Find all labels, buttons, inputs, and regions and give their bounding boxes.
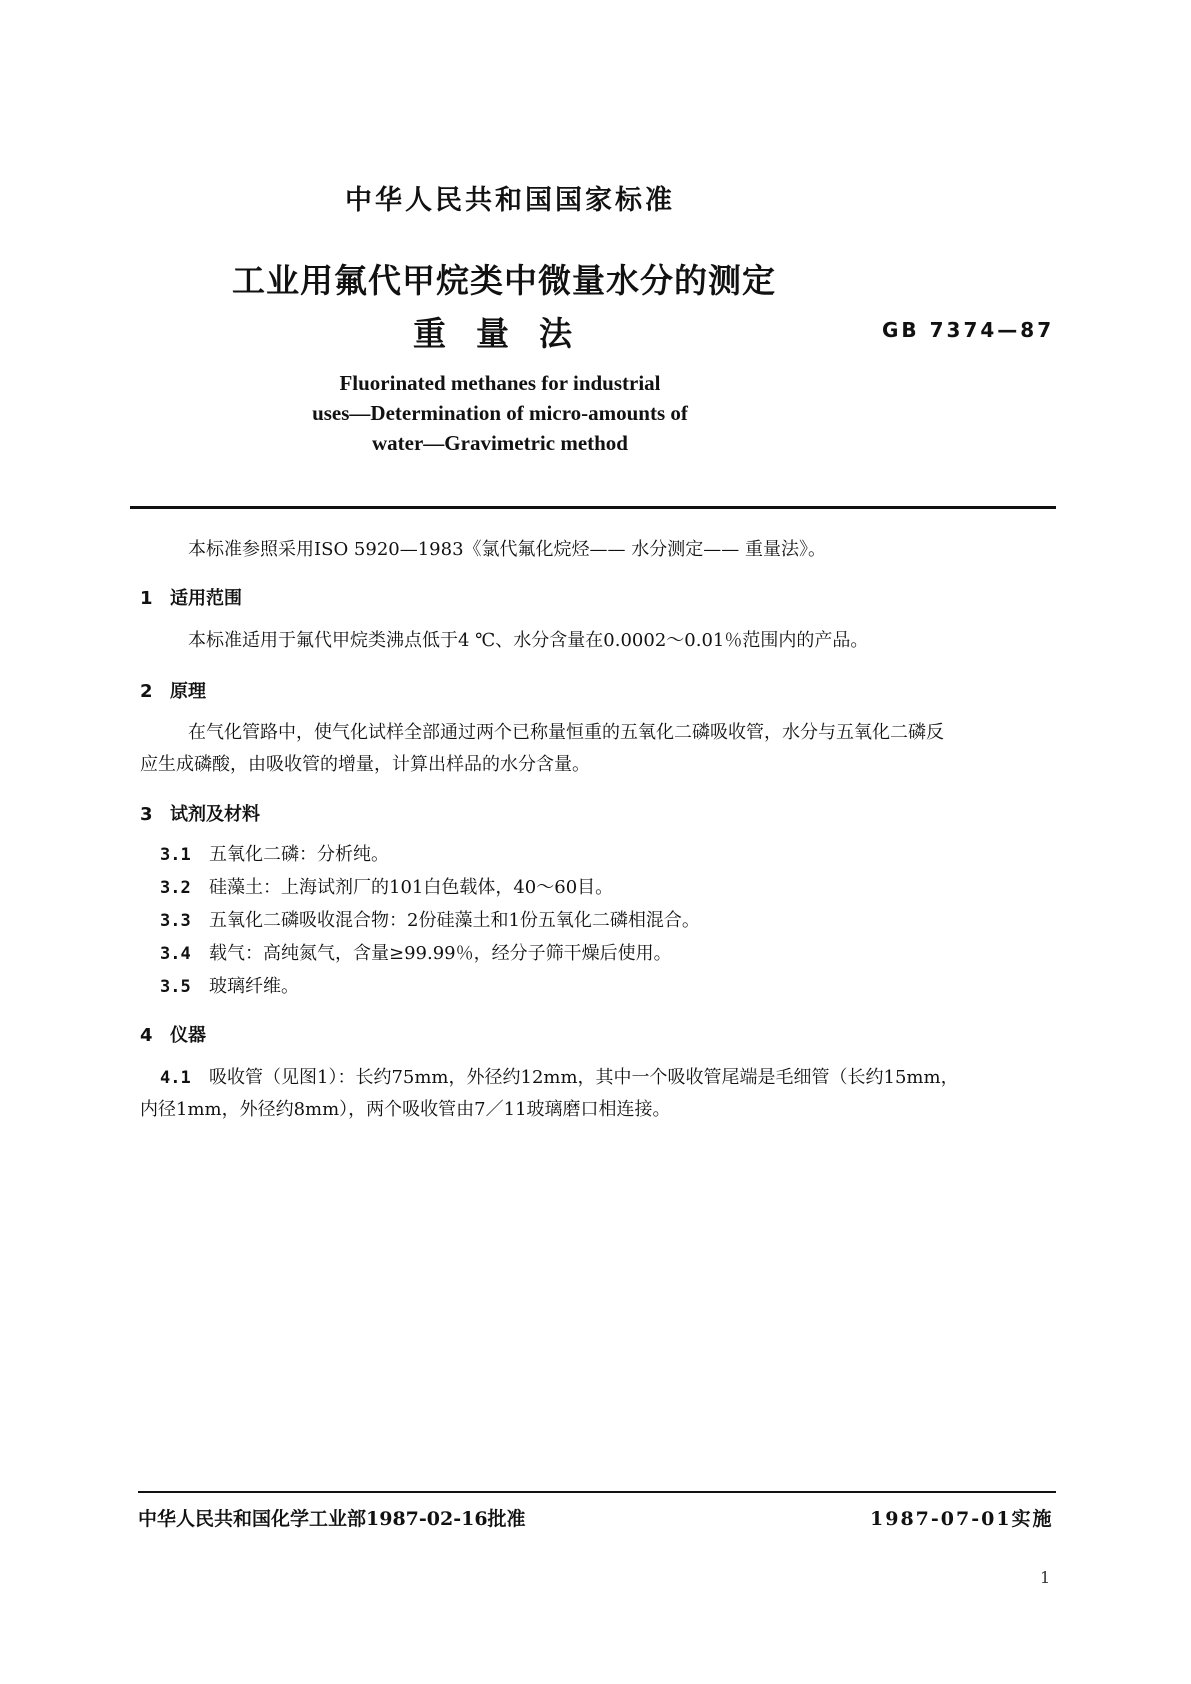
english-title: [250, 368, 750, 458]
item-number: 4.1: [160, 1068, 191, 1088]
section-2-text-line: 应生成磷酸，由吸收管的增量，计算出样品的水分含量。: [140, 754, 590, 775]
intro-paragraph: 本标准参照采用ISO 5920—1983《氯代氟化烷烃—— 水分测定—— 重量法》。: [188, 539, 826, 560]
item-number: 3.1: [160, 845, 191, 865]
section-number: 3: [140, 804, 153, 825]
item-text: 吸收管（见图1）：长约75mm，外径约12mm，其中一个吸收管尾端是毛细管（长约15mm，: [209, 1067, 959, 1088]
section-title: 原理: [170, 681, 206, 702]
english-title-line: uses—Determination of micro-amounts of: [312, 401, 688, 425]
item-text: 五氧化二磷：分析纯。: [209, 844, 389, 865]
footer-divider: [138, 1491, 1056, 1493]
item-number: 3.5: [160, 977, 191, 997]
header-divider: [130, 506, 1056, 509]
section-1-heading: [140, 584, 242, 610]
item-text: 玻璃纤维。: [209, 976, 299, 997]
english-title-line: water—Gravimetric method: [372, 431, 628, 455]
document-title: 工业用氟代甲烷类中微量水分的测定: [232, 261, 776, 300]
section-3-heading: [140, 800, 260, 826]
document-subtitle: 重量法: [413, 314, 602, 353]
list-item: [160, 972, 299, 998]
section-4-heading: [140, 1021, 206, 1047]
item-number: 3.4: [160, 944, 191, 964]
section-2-text-line: 在气化管路中，使气化试样全部通过两个已称量恒重的五氧化二磷吸收管，水分与五氧化二磷反: [188, 722, 944, 743]
english-title-line: Fluorinated methanes for industrial: [339, 371, 661, 395]
page-number: 1: [1040, 1568, 1051, 1587]
item-text: 五氧化二磷吸收混合物：2份硅藻土和1份五氧化二磷相混合。: [209, 910, 700, 931]
section-title: 适用范围: [170, 588, 242, 609]
section-2-heading: [140, 677, 206, 703]
approval-line: 中华人民共和国化学工业部1987-02-16批准: [138, 1508, 526, 1530]
list-item: [160, 840, 389, 866]
item-number: 3.2: [160, 878, 191, 898]
national-standard-label: 中华人民共和国国家标准: [345, 185, 675, 216]
item-text: 硅藻土：上海试剂厂的101白色载体，40～60目。: [209, 877, 614, 898]
list-item: [160, 906, 700, 932]
section-1-text: 本标准适用于氟代甲烷类沸点低于4 ℃、水分含量在0.0002～0.01％范围内的产品。: [188, 630, 869, 651]
section-4-text-line: 内径1mm，外径约8mm），两个吸收管由7／11玻璃磨口相连接。: [140, 1099, 671, 1120]
standard-code: GB 7374—87: [882, 318, 1055, 342]
section-title: 仪器: [170, 1025, 206, 1046]
section-number: 2: [140, 681, 153, 702]
section-number: 1: [140, 588, 153, 609]
list-item: [160, 939, 672, 965]
section-title: 试剂及材料: [170, 804, 260, 825]
effective-date: 1987-07-01实施: [870, 1508, 1054, 1530]
section-number: 4: [140, 1025, 153, 1046]
list-item: [160, 873, 613, 899]
item-number: 3.3: [160, 911, 191, 931]
item-text: 载气：高纯氮气，含量≥99.99％，经分子筛干燥后使用。: [209, 943, 672, 964]
section-4-text-line: [160, 1063, 959, 1089]
